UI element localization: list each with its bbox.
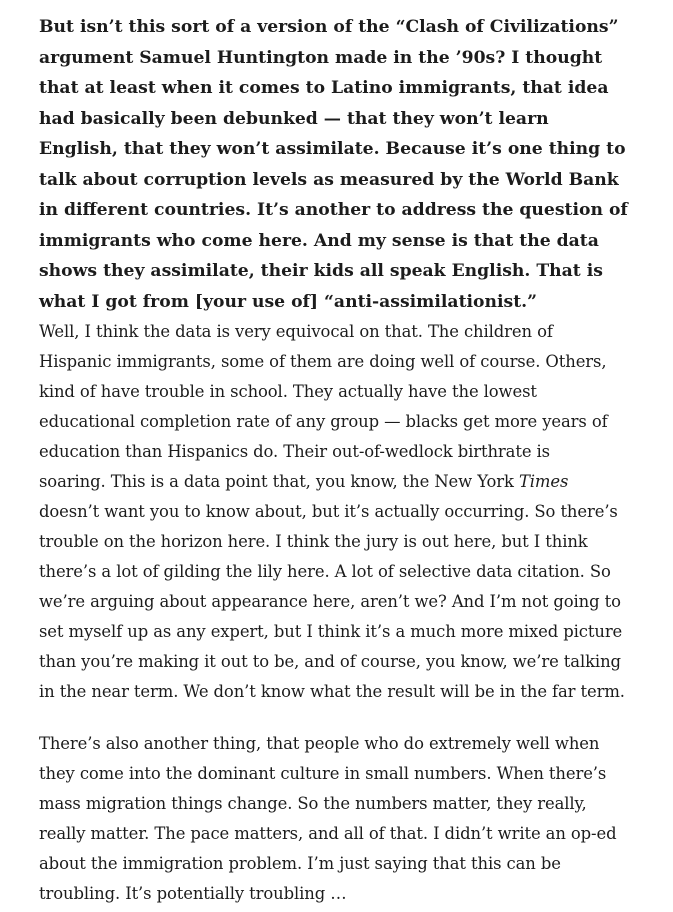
- interview-answer-paragraph-1: [39, 317, 665, 707]
- answer-line: education than Hispanics do. Their out-of-wedlock birthrate is: [39, 442, 550, 461]
- interview-answer-paragraph-2: [39, 729, 665, 909]
- answer-line: educational completion rate of any group — blacks get more years of: [39, 412, 608, 431]
- answer-line-text: soaring. This is a data point that, you know, the New York: [39, 472, 519, 491]
- answer-line: they come into the dominant culture in small numbers. When there’s: [39, 764, 607, 783]
- article-body: [39, 12, 665, 909]
- answer-line: troubling. It’s potentially troubling …: [39, 884, 347, 903]
- answer-line: in the near term. We don’t know what the result will be in the far term.: [39, 682, 625, 701]
- answer-line: Hispanic immigrants, some of them are doing well of course. Others,: [39, 352, 607, 371]
- question-line: talk about corruption levels as measured by the World Bank: [39, 169, 619, 190]
- question-line: shows they assimilate, their kids all speak English. That is: [39, 261, 603, 281]
- answer-line: about the immigration problem. I’m just saying that this can be: [39, 854, 561, 873]
- publication-name-italic: Times: [518, 472, 569, 491]
- answer-line: mass migration things change. So the numbers matter, they really,: [39, 794, 587, 813]
- answer-line: set myself up as any expert, but I think it’s a much more mixed picture: [39, 622, 623, 641]
- answer-line-with-italic: [39, 467, 665, 497]
- answer-line: than you’re making it out to be, and of course, you know, we’re talking: [39, 652, 621, 671]
- answer-line: doesn’t want you to know about, but it’s actually occurring. So there’s: [39, 502, 618, 521]
- question-line: English, that they won’t assimilate. Because it’s one thing to: [39, 139, 626, 159]
- answer-line: trouble on the horizon here. I think the jury is out here, but I think: [39, 532, 588, 551]
- question-line: argument Samuel Huntington made in the ’90s? I thought: [39, 47, 603, 68]
- question-line: in different countries. It’s another to address the question of: [39, 200, 628, 220]
- question-line: what I got from [your use of] “anti-assimilationist.”: [39, 291, 538, 312]
- answer-line: There’s also another thing, that people who do extremely well when: [39, 734, 600, 753]
- answer-line: we’re arguing about appearance here, aren’t we? And I’m not going to: [39, 592, 621, 611]
- question-line: had basically been debunked — that they won’t learn: [39, 108, 549, 129]
- interview-question: [39, 12, 665, 317]
- answer-line: kind of have trouble in school. They actually have the lowest: [39, 382, 537, 401]
- question-line: immigrants who come here. And my sense is that the data: [39, 230, 599, 251]
- question-line: But isn’t this sort of a version of the “Clash of Civilizations”: [39, 17, 619, 37]
- answer-line: Well, I think the data is very equivocal on that. The children of: [39, 322, 553, 341]
- question-line: that at least when it comes to Latino immigrants, that idea: [39, 78, 609, 98]
- answer-line: there’s a lot of gilding the lily here. A lot of selective data citation. So: [39, 562, 611, 581]
- answer-line: really matter. The pace matters, and all of that. I didn’t write an op-ed: [39, 824, 617, 843]
